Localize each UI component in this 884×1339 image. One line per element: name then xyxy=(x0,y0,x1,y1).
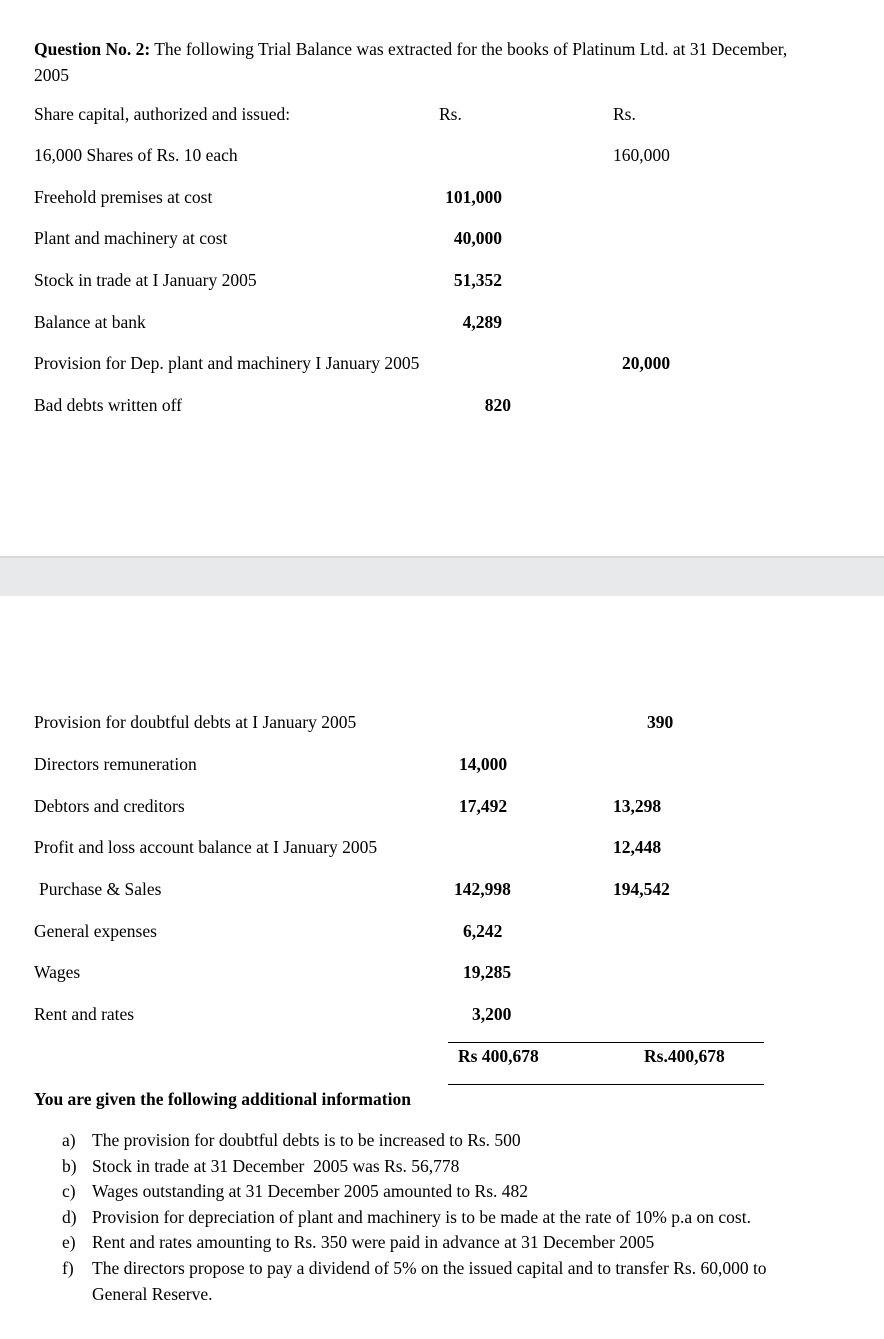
debit-amount: 3,200 xyxy=(472,1004,512,1024)
row-label: General expenses xyxy=(34,921,157,941)
question-text: The following Trial Balance was extracted for the books of Platinum Ltd. at 31 December, 2005 xyxy=(34,39,788,85)
list-item xyxy=(58,1128,798,1154)
list-item xyxy=(58,1205,798,1231)
row-label: Plant and machinery at cost xyxy=(34,228,228,248)
list-marker: e) xyxy=(62,1232,76,1253)
list-marker: c) xyxy=(62,1181,76,1202)
row-label: Share capital, authorized and issued: xyxy=(34,104,291,124)
row-label: Bad debts written off xyxy=(34,395,182,415)
list-marker: a) xyxy=(62,1130,76,1150)
list-marker: f) xyxy=(62,1257,74,1278)
row-label: Balance at bank xyxy=(34,312,146,332)
row-label: 16,000 Shares of Rs. 10 each xyxy=(34,145,238,165)
row-label: Rent and rates xyxy=(34,1004,135,1024)
row-label: Stock in trade at I January 2005 xyxy=(34,270,257,290)
debit-amount: 142,998 xyxy=(454,879,511,899)
row-label: Directors remuneration xyxy=(34,754,197,774)
credit-amount: 160,000 xyxy=(613,145,670,165)
list-item xyxy=(58,1256,798,1307)
debit-column-header: Rs. xyxy=(439,104,462,124)
row-label: Purchase & Sales xyxy=(39,879,162,899)
list-item-text: The provision for doubtful debts is to be increased to Rs. 500 xyxy=(92,1130,521,1150)
row-label: Freehold premises at cost xyxy=(34,187,213,207)
list-item xyxy=(58,1230,798,1256)
list-item-text: Stock in trade at 31 December 2005 was Rs. 56,778 xyxy=(92,1155,460,1176)
credit-amount: 12,448 xyxy=(613,837,662,857)
row-label: Debtors and creditors xyxy=(34,796,185,816)
total-rule-bottom xyxy=(448,1084,764,1085)
list-marker: d) xyxy=(62,1206,77,1227)
credit-amount: 194,542 xyxy=(613,879,670,899)
list-item-text: Wages outstanding at 31 December 2005 amounted to Rs. 482 xyxy=(92,1181,529,1202)
row-label: Wages xyxy=(34,962,81,982)
credit-amount: 13,298 xyxy=(613,796,662,816)
row-label: Profit and loss account balance at I January 2005 xyxy=(34,837,378,857)
debit-amount: 17,492 xyxy=(459,796,508,816)
total-rule-top xyxy=(448,1042,764,1043)
debit-amount: 19,285 xyxy=(463,962,512,982)
debit-amount: 14,000 xyxy=(459,754,508,774)
list-item-text: The directors propose to pay a dividend of 5% on the issued capital and to transfer Rs. 60,000 to General Reserve. xyxy=(92,1257,767,1304)
list-marker: b) xyxy=(62,1155,77,1176)
row-label: Provision for doubtful debts at I January 2005 xyxy=(34,712,357,732)
debit-amount: 40,000 xyxy=(453,228,502,248)
row-label: Provision for Dep. plant and machinery I January 2005 xyxy=(34,353,420,373)
credit-amount: 20,000 xyxy=(622,353,671,373)
debit-amount: 6,242 xyxy=(463,921,503,941)
credit-column-header: Rs. xyxy=(613,104,636,124)
debit-amount: 820 xyxy=(484,395,511,415)
total-credit: Rs.400,678 xyxy=(644,1046,725,1066)
page-break-divider xyxy=(0,556,884,596)
credit-amount: 390 xyxy=(647,712,674,732)
additional-info-list xyxy=(58,1128,798,1307)
total-debit: Rs 400,678 xyxy=(458,1046,539,1066)
list-item-text: Rent and rates amounting to Rs. 350 were paid in advance at 31 December 2005 xyxy=(92,1232,655,1253)
list-item-text: Provision for depreciation of plant and machinery is to be made at the rate of 10% p.a on cost. xyxy=(92,1206,751,1227)
debit-amount: 4,289 xyxy=(462,312,502,332)
additional-info-heading: You are given the following additional information xyxy=(34,1089,411,1109)
debit-amount: 101,000 xyxy=(445,187,502,207)
question-label: Question No. 2: xyxy=(34,39,151,59)
list-item xyxy=(58,1179,798,1205)
debit-amount: 51,352 xyxy=(453,270,502,290)
list-item xyxy=(58,1154,798,1180)
question-title xyxy=(34,36,814,88)
